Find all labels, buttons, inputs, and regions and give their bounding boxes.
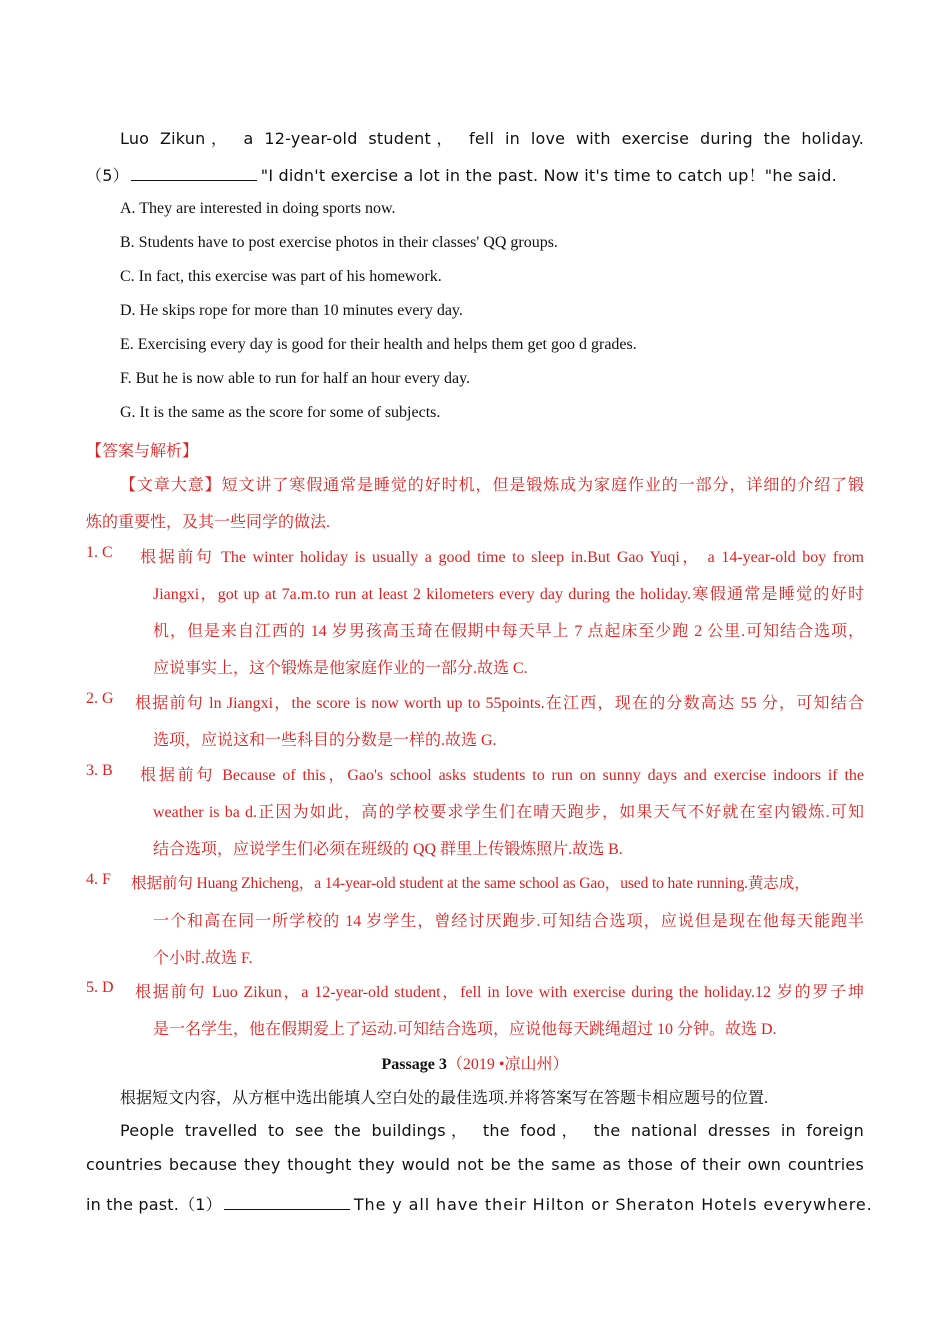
answer-line: 应说事实上，这个锻炼是他家庭作业的一部分.故选 C. [153,660,528,677]
answer-line: 结合选项，应说学生们必须在班级的 QQ 群里上传锻炼照片.故选 B. [153,841,623,858]
instruction-text: 根据短文内容，从方框中选出能填人空白处的最佳选项.并将答案写在答题卡相应题号的位置. [120,1090,769,1107]
passage-title-text: Passage 3 [381,1056,447,1073]
summary-line: 炼的重要性，及其一些同学的做法. [86,514,331,531]
answer-number: 1. C [86,544,113,561]
passage-source: （2019 •凉山州） [446,1056,569,1073]
summary-label: 【文章大意】 [120,477,222,494]
answer-blank [224,1195,350,1210]
answer-line: 选项，应说这和一些科目的分数是一样的.故选 G. [153,732,497,749]
paragraph-text: The y all have their Hilton or Sheraton Hotels everywhere. [353,1195,873,1214]
answer-line: 是一名学生，他在假期爱上了运动.可知结合选项，应说他每天跳绳超过 10 分钟。故选 D. [153,1021,777,1038]
answers-heading: 【答案与解析】 [86,443,199,460]
summary-text: 短文讲了寒假通常是睡觉的好时机，但是锻炼成为家庭作业的一部分，详细的介绍了锻 [221,477,864,494]
paragraph-line: People travelled to see the buildings， the food， the national dresses in foreign [120,1121,864,1140]
answer-line: 根据前句 Because of this，Gao's school asks students to run on sunny days and exercise indoors if the [140,767,864,784]
answer-line: 一个和高在同一所学校的 14 岁学生，曾经讨厌跑步.可知结合选项，应说但是现在他每天能跑半 [153,913,864,930]
blank-label: （1） [179,1195,222,1214]
passage-title [86,1051,864,1074]
answer-line: 根据前句 Luo Zikun，a 12-year-old student，fell in love with exercise during the holiday.12 岁的罗子坤 [135,984,864,1001]
blank-label: （5） [86,166,129,185]
answer-line: 根据前句 The winter holiday is usually a good time to sleep in.But Gao Yuqi， a 14-year-old boy from [140,549,864,566]
answer-line: 机，但是来自江西的 14 岁男孩高玉琦在假期中每天早上 7 点起床至少跑 2 公里.可知结合选项， [153,623,864,640]
answer-line: 根据前句 ln Jiangxi，the score is now worth up to 55points.在江西，现在的分数高达 55 分，可知结合 [135,695,864,712]
answer-number: 5. D [86,979,114,996]
answer-number: 4. F [86,871,111,888]
option-e: E. Exercising every day is good for their health and helps them get goo d grades. [120,336,637,353]
answer-line: weather is ba d.正因为如此，高的学校要求学生们在晴天跑步，如果天气不好就在室内锻炼.可知 [153,804,864,821]
paragraph-line: countries because they thought they would not be the same as those of their own countries [86,1155,864,1174]
option-d: D. He skips rope for more than 10 minutes every day. [120,302,463,319]
answer-line: Jiangxi，got up at 7a.m.to run at least 2 kilometers every day during the holiday.寒假通常是睡觉的好时 [153,586,864,603]
paragraph-line-with-blank [86,1192,873,1215]
paragraph-text: "I didn't exercise a lot in the past. Now it's time to catch up！"he said. [260,166,837,185]
option-a: A. They are interested in doing sports now. [120,200,396,217]
option-c: C. In fact, this exercise was part of his homework. [120,268,442,285]
answer-line: 根据前句 Huang Zhicheng，a 14-year-old student at the same school as Gao，used to hate running.黄志成， [131,875,810,892]
paragraph-line-with-blank [86,163,864,186]
option-g: G. It is the same as the score for some of subjects. [120,404,441,421]
paragraph-line: Luo Zikun， a 12-year-old student， fell in love with exercise during the holiday. [120,129,864,148]
summary-line [120,472,864,495]
answer-number: 2. G [86,690,114,707]
paragraph-text: in the past. [86,1195,180,1214]
answer-line: 个小时.故选 F. [153,950,253,967]
option-b: B. Students have to post exercise photos in their classes' QQ groups. [120,234,558,251]
option-f: F. But he is now able to run for half an hour every day. [120,370,471,387]
answer-blank [131,166,257,181]
answer-number: 3. B [86,762,113,779]
